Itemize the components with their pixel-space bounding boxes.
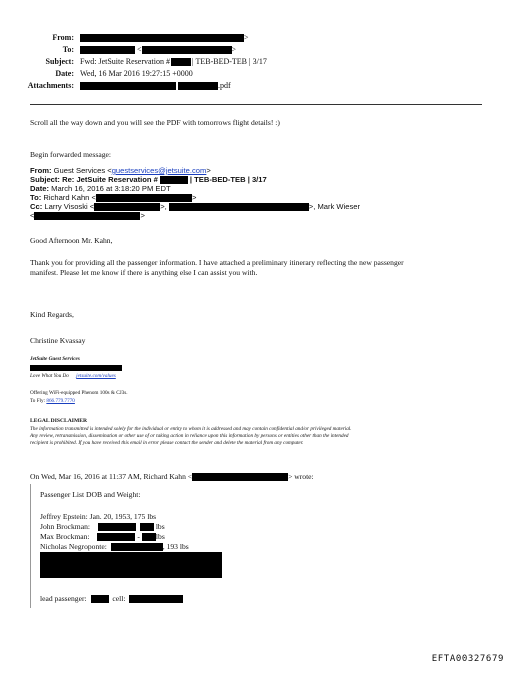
footer-id: EFTA00327679 — [431, 654, 504, 664]
forwarded-cc-line2-start: < — [30, 211, 35, 220]
header-subject-prefix: Fwd: JetSuite Reservation # — [80, 57, 170, 66]
legal-line3: recipient is prohibited. If you have received this email in error please contact the sender and delete the material from any computer. — [30, 440, 304, 446]
legal-line1: The information transmitted is intended solely for the individual or entity to whom it is addressed and may contain confidential and/or privileged material. — [30, 426, 352, 432]
quoted-wrote-suffix: > wrote: — [288, 472, 314, 481]
signature-to-fly-row — [30, 398, 75, 405]
forwarded-begin: Begin forwarded message: — [30, 150, 111, 159]
header-from-label: From: — [52, 33, 74, 42]
forwarded-date-row — [30, 185, 171, 193]
passenger-list-title: Passenger List DOB and Weight: — [40, 490, 141, 499]
header-attachments-suffix: .pdf — [218, 81, 231, 90]
header-from-row — [10, 32, 249, 43]
forwarded-date-value: March 16, 2016 at 3:18:20 PM EDT — [51, 184, 171, 193]
body-closing: Kind Regards, — [30, 310, 74, 319]
redaction-block — [96, 194, 192, 202]
forwarded-cc-mid: >, — [160, 202, 167, 211]
redaction-block — [160, 176, 188, 184]
passenger-name: Nicholas Negroponte: — [40, 542, 107, 551]
passenger-dash: - — [137, 532, 140, 541]
lead-passenger-label: lead passenger: — [40, 594, 87, 603]
header-subject-row — [10, 56, 267, 67]
redaction-block — [30, 365, 122, 371]
header-subject-label: Subject: — [45, 57, 74, 66]
redaction-block — [171, 58, 191, 66]
passenger-row — [40, 542, 189, 552]
forwarded-cc-line2-end: > — [140, 211, 145, 220]
forwarded-subject-suffix: | TEB-BED-TEB | 3/17 — [189, 175, 267, 184]
header-date-row — [10, 68, 193, 79]
cell-label: cell: — [112, 594, 126, 603]
redaction-block — [142, 46, 232, 54]
forwarded-from-end: > — [206, 166, 211, 175]
header-to-row — [10, 44, 236, 55]
redaction-block — [80, 46, 135, 54]
header-to-label: To: — [62, 45, 74, 54]
redaction-block — [169, 203, 309, 211]
passenger-row — [40, 522, 165, 532]
header-to-end: > — [231, 45, 237, 54]
signature-tagline: Love What You Do — [30, 373, 69, 379]
forwarded-from-email[interactable]: guestservices@jetsuite.com — [111, 166, 207, 175]
signature-to-fly-label: To Fly: — [30, 398, 46, 404]
body-paragraph-line2: manifest. Please let me know if there is anything else I can assist you with. — [30, 268, 258, 277]
quoted-wrote-prefix: On Wed, Mar 16, 2016 at 11:37 AM, Richard Kahn < — [30, 472, 193, 481]
passenger-name: John Brockman: — [40, 522, 90, 531]
redaction-block — [40, 552, 222, 578]
lead-passenger-row — [40, 594, 183, 604]
passenger-tail: lbs — [155, 532, 165, 541]
forwarded-cc-row — [30, 203, 360, 211]
redaction-block — [97, 533, 135, 541]
legal-line2: Any review, retransmission, dissemination or other use of or taking action in reliance upon this information by persons or entities other than the intended — [30, 433, 349, 439]
forwarded-from-row — [30, 167, 211, 175]
header-to-sep: < — [137, 45, 142, 54]
header-from-end: > — [244, 33, 249, 42]
redaction-block — [178, 82, 218, 90]
quoted-wrote-row — [30, 472, 314, 482]
body-greeting: Good Afternoon Mr. Kahn, — [30, 236, 113, 245]
passenger-tail: lbs — [155, 522, 165, 531]
header-date-value: Wed, 16 Mar 2016 19:27:15 +0000 — [80, 69, 193, 78]
forwarded-subject-label: Subject: — [30, 175, 60, 184]
forwarded-subject-row — [30, 176, 267, 184]
signature-tagline-row — [30, 373, 116, 380]
forwarded-to-label: To: — [30, 193, 42, 202]
forwarded-date-label: Date: — [30, 184, 49, 193]
passenger-row — [40, 532, 165, 542]
header-attachments-row — [10, 80, 231, 91]
redaction-block — [129, 595, 183, 603]
redaction-block — [98, 523, 136, 531]
intro-line: Scroll all the way down and you will see the PDF with tomorrows flight details! :) — [30, 118, 280, 127]
body-name: Christine Kvassay — [30, 336, 86, 345]
passenger-name: Max Brockman: — [40, 532, 90, 541]
body-paragraph-line1: Thank you for providing all the passenger information. I have attached a preliminary itinerary reflecting the new passenger — [30, 258, 404, 267]
redaction-block — [94, 203, 160, 211]
header-subject-suffix: | TEB-BED-TEB | 3/17 — [192, 57, 267, 66]
redaction-block — [34, 212, 140, 220]
signature-offering: Offering WiFi-equipped Phenom 100s & CJ3s. — [30, 390, 128, 396]
redaction-block — [91, 595, 109, 603]
redaction-block — [111, 543, 163, 551]
legal-title: LEGAL DISCLAIMER — [30, 418, 88, 424]
forwarded-from-name: Guest Services < — [53, 166, 112, 175]
redaction-block — [80, 34, 244, 42]
forwarded-from-label: From: — [30, 166, 52, 175]
quote-bar — [30, 484, 31, 608]
forwarded-to-end: > — [191, 193, 197, 202]
passenger-row — [40, 512, 156, 522]
header-attachments-label: Attachments: — [27, 81, 74, 90]
header-date-label: Date: — [55, 69, 74, 78]
redaction-block — [80, 82, 176, 90]
forwarded-to-row — [30, 194, 196, 202]
passenger-name: Jeffrey Epstein: Jan. 20, 1953, 175 lbs — [40, 512, 157, 521]
passenger-tail: , 193 lbs — [162, 542, 189, 551]
redaction-block — [140, 523, 154, 531]
signature-tagline-link[interactable]: jetsuite.com/values — [76, 373, 116, 379]
redaction-block — [192, 473, 288, 481]
forwarded-cc-label: Cc: — [30, 202, 43, 211]
forwarded-cc-value: Larry Visoski < — [44, 202, 95, 211]
forwarded-cc-end: >, Mark Wieser — [308, 202, 361, 211]
redaction-block — [142, 533, 156, 541]
signature-to-fly-phone[interactable]: 866.779.7770 — [46, 398, 75, 404]
forwarded-to-value: Richard Kahn < — [43, 193, 96, 202]
signature-company: JetSuite Guest Services — [30, 356, 80, 362]
forwarded-cc-line2 — [30, 212, 145, 220]
forwarded-subject-prefix: Re: JetSuite Reservation # — [62, 175, 158, 184]
header-divider — [30, 104, 482, 105]
